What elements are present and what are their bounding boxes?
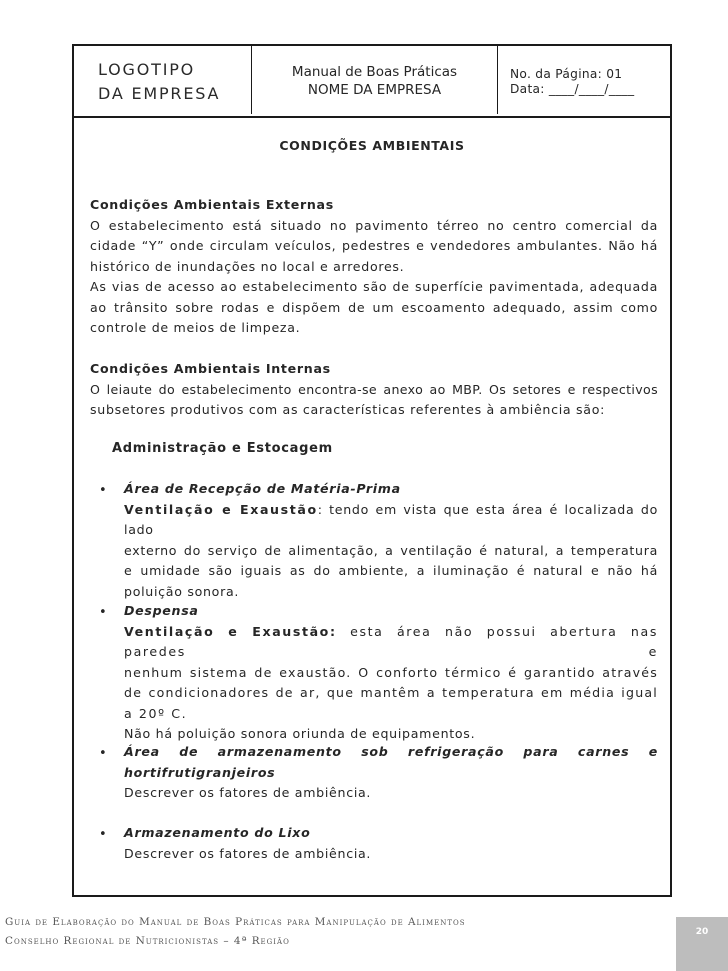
- paragraph-line: O estabelecimento está situado no pavimento térreo no centro comercial da: [90, 217, 658, 233]
- item-title: hortifrutigranjeiros: [124, 764, 276, 780]
- item-text: de condicionadores de ar, que mantêm a temperatura em média igual: [124, 685, 658, 700]
- page-info-cell: [498, 46, 670, 114]
- paragraph-line: controle de meios de limpeza.: [90, 320, 301, 335]
- item-text: e umidade são iguais as do ambiente, a iluminação é natural e não há: [124, 563, 658, 578]
- logo-cell: [74, 46, 252, 114]
- item-title: Área de armazenamento sob refrigeração para carnes e: [124, 744, 658, 759]
- logo-line-2: DA EMPRESA: [98, 84, 221, 103]
- list-item: [124, 479, 658, 602]
- section-title: CONDIÇÕES AMBIENTAIS: [279, 138, 465, 153]
- title-cell: [252, 46, 498, 114]
- date-field: Data: ____/____/____: [510, 82, 635, 96]
- document-frame: [72, 44, 672, 897]
- logo-line-1: LOGOTIPO: [98, 60, 196, 79]
- item-label: Ventilação e Exaustão: [124, 501, 318, 517]
- paragraph-line: subsetores produtivos com as características referentes à ambiência são:: [90, 402, 606, 417]
- paragraph-line: O leiaute do estabelecimento encontra-se anexo ao MBP. Os setores e respectivos: [90, 381, 658, 397]
- page-number: 20: [695, 927, 709, 937]
- bullet-marker: •: [99, 605, 107, 620]
- item-label: Ventilação e Exaustão:: [124, 623, 337, 639]
- item-text: Não há poluição sonora oriunda de equipamentos.: [124, 726, 476, 741]
- company-logo-placeholder: [98, 58, 220, 106]
- external-conditions: [90, 195, 658, 339]
- paragraph-line: histórico de inundações no local e arredores.: [90, 258, 405, 274]
- bullet-marker: •: [99, 483, 107, 498]
- item-text: a 20º C.: [124, 705, 188, 721]
- manual-title: Manual de Boas Práticas: [291, 64, 458, 80]
- paragraph-line: cidade “Y” onde circulam veículos, pedestres e vendedores ambulantes. Não há: [90, 238, 658, 253]
- footer-line-2: Conselho Regional de Nutricionistas – 4ª Região: [5, 935, 290, 947]
- item-text: externo do serviço de alimentação, a ventilação é natural, a temperatura: [124, 542, 658, 558]
- internal-heading: Condições Ambientais Internas: [90, 361, 331, 376]
- list-item: [124, 601, 658, 745]
- list-item: [124, 823, 658, 864]
- paragraph-line: As vias de acesso ao estabelecimento são de superfície pavimentada, adequada: [90, 279, 658, 294]
- item-text: Descrever os fatores de ambiência.: [124, 785, 372, 800]
- page-number-box: [676, 917, 728, 971]
- paragraph-line: ao trânsito sobre rodas e dispõem de um escoamento adequado, assim como: [90, 299, 658, 315]
- bullet-marker: •: [99, 827, 107, 842]
- internal-conditions: [90, 359, 658, 421]
- item-text: Descrever os fatores de ambiência.: [124, 845, 372, 861]
- item-text: : tendo em vista que esta área é localizada do lado: [124, 501, 658, 537]
- document-header: [74, 46, 670, 118]
- company-name: NOME DA EMPRESA: [307, 82, 442, 98]
- bullet-marker: •: [99, 746, 107, 761]
- item-text: poluição sonora.: [124, 583, 240, 599]
- item-text: esta área não possui abertura nas paredes e: [124, 623, 658, 659]
- item-text: nenhum sistema de exaustão. O conforto térmico é garantido através: [124, 664, 658, 680]
- item-title: Área de Recepção de Matéria-Prima: [124, 481, 401, 496]
- subsection-heading: Administração e Estocagem: [112, 441, 333, 456]
- item-title: Armazenamento do Lixo: [124, 825, 311, 840]
- page-number-field: No. da Página: 01: [510, 67, 623, 81]
- page-footer: [5, 913, 466, 951]
- list-item: [124, 742, 658, 804]
- footer-line-1: Guia de Elaboração do Manual de Boas Práticas para Manipulação de Alimentos: [5, 916, 466, 928]
- item-title: Despensa: [124, 603, 199, 618]
- external-heading: Condições Ambientais Externas: [90, 197, 334, 212]
